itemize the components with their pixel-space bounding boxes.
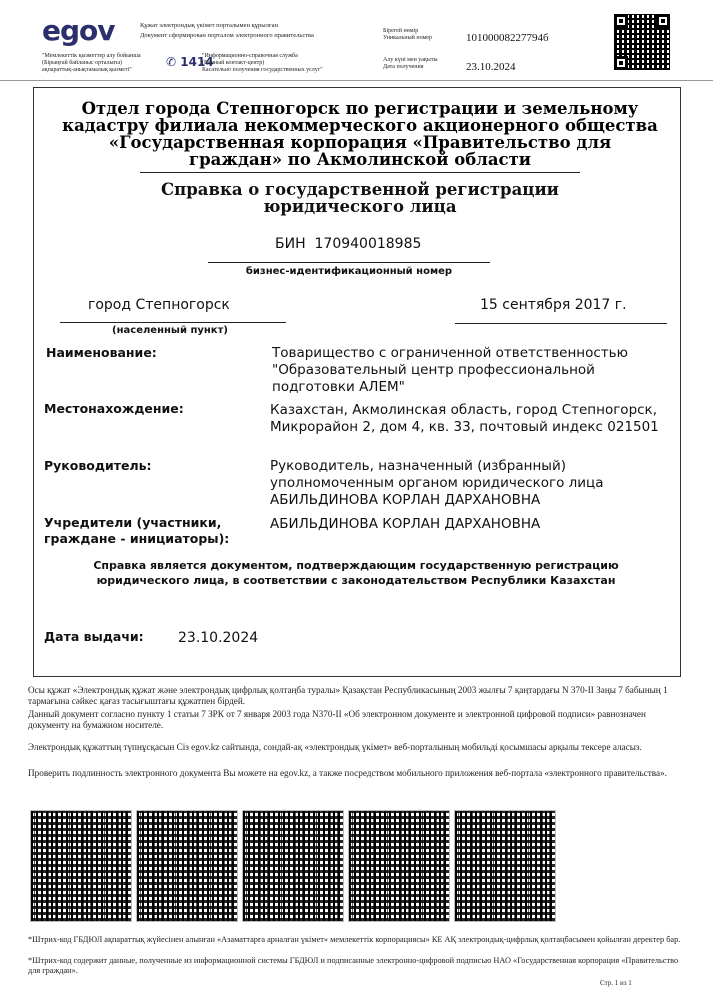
field-label-founders: Учредители (участники, граждане - инициаторы):: [44, 515, 230, 546]
barcode-2: [136, 810, 238, 922]
barcode-note-kz: *Штрих-код ГБДЮЛ ақпараттық жүйесінен алынған «Азаматтарға арналған үкімет» мемлекеттік корпорациясы» КЕ АҚ электрондық-цифрлық қолтаңбасымен қойылған деректер бар.: [28, 935, 681, 944]
bin-caption: бизнес-идентификационный номер: [245, 266, 453, 277]
receive-date-label: Алу күні мен уақыты Дата получения: [383, 57, 438, 70]
bin-underline: [208, 262, 490, 263]
header-divider: [0, 80, 713, 81]
doc-title-line-1: Справка о государственной регистрации: [161, 180, 559, 199]
title-underline: [140, 172, 580, 173]
barcode-3: [242, 810, 344, 922]
egov-logo: egov: [42, 14, 115, 47]
footer-law-ru: Данный документ согласно пункту 1 статьи 7 ЗРК от 7 января 2003 года N370-II «Об электронном документе и электронной цифровой подписи» равнозначен документу на бумажном носителе.: [28, 709, 646, 730]
city: город Степногорск: [88, 297, 230, 313]
field-label-name: Наименование:: [46, 345, 157, 360]
barcode-5: [454, 810, 556, 922]
issue-date-value: 23.10.2024: [178, 630, 259, 646]
field-value-location: Казахстан, Акмолинская область, город Степногорск, Микрорайон 2, дом 4, кв. 33, почтовый индекс 021501: [270, 402, 659, 435]
city-caption: (населенный пункт): [112, 325, 228, 336]
org-title: Отдел города Степногорск по регистрации и земельному кадастру филиала некоммерческого акционерного общества «Государственная корпорация «Правительство для граждан» по Акмолинской области: [62, 99, 658, 169]
footer-law-kz: Осы құжат «Электрондық құжат және электрондық цифрлық қолтаңба туралы» Қазақстан Республикасының 2003 жылғы 7 қаңтардағы N 370-II Заңы 7 бабының 1 тармағына сәйкес қағаз тасығыштағы құжатпен бірдей.: [28, 685, 668, 706]
contact-center-kz: "Мемлекеттік қызметтер алу бойынша (Бірыңғай байланыс орталығы) ақпараттық-анықтамалық қызметі": [42, 53, 141, 73]
footer-check-ru: Проверить подлинность электронного документа Вы можете на egov.kz, а также посредством мобильного приложения веб-портала «электронного правительства».: [28, 768, 667, 778]
doc-title-line-2: юридического лица: [263, 197, 457, 216]
phone-icon: ✆: [166, 55, 177, 69]
field-value-name: Товарищество с ограниченной ответственностью "Образовательный центр профессиональной подготовки АЛЕМ": [272, 345, 628, 395]
bin-line: [275, 236, 421, 253]
field-label-director: Руководитель:: [44, 458, 152, 473]
legal-statement: Справка является документом, подтверждающим государственную регистрацию юридического лица, в соответствии с законодательством Республики Казахстан: [93, 559, 619, 587]
bin-value: 170940018985: [314, 236, 422, 252]
barcode-1: [30, 810, 132, 922]
date-underline: [455, 323, 667, 324]
issue-date-label: Дата выдачи:: [44, 629, 144, 644]
contact-center-ru: "Информационно-справочная служба (Единый контакт-центр) Касательно получения государственных услуг": [202, 53, 323, 73]
field-value-director: Руководитель, назначенный (избранный) уполномоченным органом юридического лица АБИЛЬДИНОВА КОРЛАН ДАРХАНОВНА: [270, 458, 604, 508]
bin-label: БИН: [275, 236, 306, 252]
field-value-founders: АБИЛЬДИНОВА КОРЛАН ДАРХАНОВНА: [270, 516, 541, 532]
page-number: Стр. 1 из 1: [600, 979, 632, 987]
unique-number-value: 10100008227794б: [466, 32, 549, 44]
qr-code: [614, 14, 670, 70]
field-label-location: Местонахождение:: [44, 401, 184, 416]
portal-note-kz: Құжат электрондық үкімет порталымен құрылған: [140, 22, 278, 29]
portal-note: [140, 22, 370, 40]
barcode-note-ru: *Штрих-код содержит данные, полученные из информационной системы ГБДЮЛ и подписанные электронно-цифровой подписью НАО «Государственная корпорация «Правительство для граждан».: [28, 956, 679, 975]
barcode-4: [348, 810, 450, 922]
phone-number: ✆ 1414: [166, 55, 214, 69]
doc-title: [60, 181, 660, 215]
registration-date: 15 сентября 2017 г.: [480, 297, 627, 313]
footer-check-kz: Электрондық құжаттың түпнұсқасын Сіз egov.kz сайтында, сондай-ақ «электрондық үкімет» веб-порталының мобильді қосымшасы арқылы тексере аласыз.: [28, 742, 642, 752]
portal-note-ru: Документ сформирован порталом электронного правительства: [140, 32, 314, 39]
unique-number-label: Бірегей нөмір Уникальный номер: [383, 28, 432, 41]
city-underline: [60, 322, 286, 323]
receive-date-value: 23.10.2024: [466, 61, 516, 73]
